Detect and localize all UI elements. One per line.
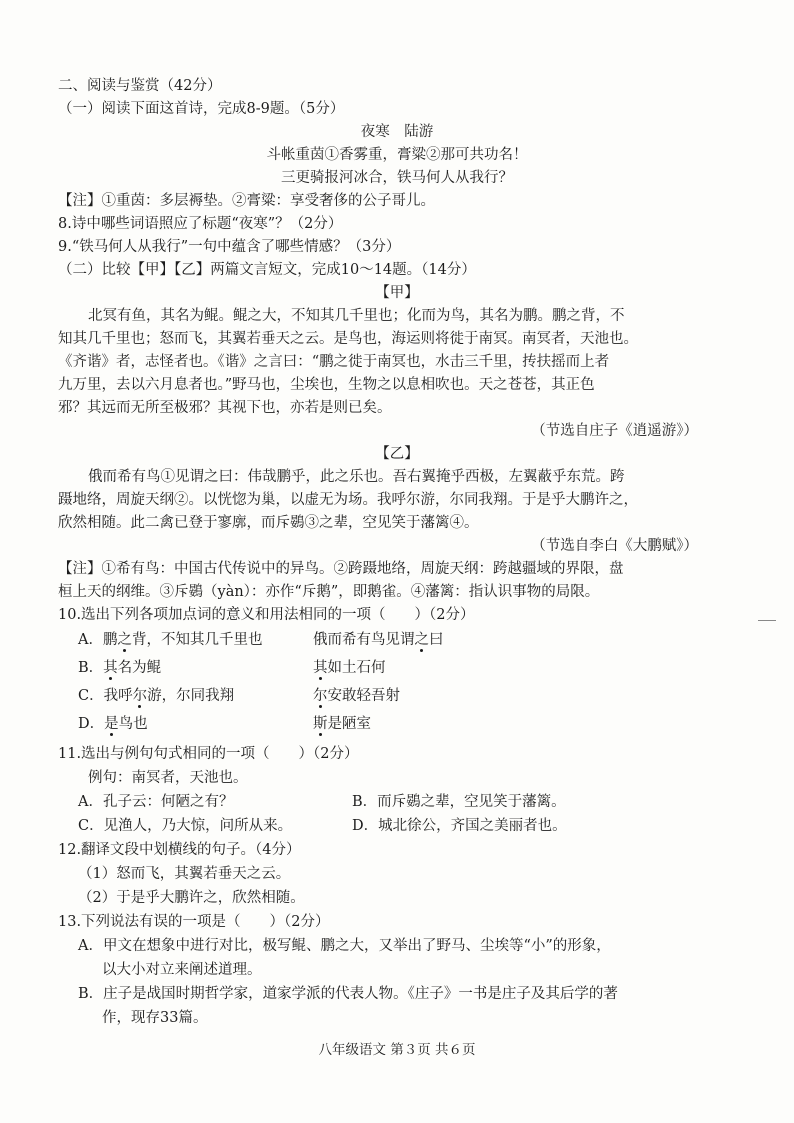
dotted-word: 尔 xyxy=(132,688,148,704)
q12-sentence-2: （2）于是乎大鹏许之，欣然相随。 xyxy=(78,890,305,906)
q10-option-a xyxy=(78,630,618,650)
poem-line-1: 斗帐重茵①香雾重，膏粱②那可共功名！ xyxy=(266,147,528,163)
yi-label: 【乙】 xyxy=(375,446,419,462)
q11-example: 例句：南冥者，天池也。 xyxy=(88,770,248,786)
q12-sentence-1: （1）怒而飞，其翼若垂天之云。 xyxy=(78,866,291,882)
option-label: D． xyxy=(78,716,105,732)
question-10-stem: 10.选出下列各项加点词的意义和用法相同的一项（ ）（2分） xyxy=(58,607,475,623)
option-text: 游，尔同我翔 xyxy=(147,688,235,704)
option-text: 名为鲲 xyxy=(117,660,162,676)
option-text: 曰 xyxy=(429,632,444,648)
question-12-stem: 12.翻译文段中划横线的句子。（4分） xyxy=(58,842,301,858)
q10-option-c xyxy=(78,686,618,706)
notes-line: 桓上天的纲维。③斥鷃（yàn）：亦作“斥鹅”，即鹅雀。④藩篱：指认识事物的局限。 xyxy=(58,584,600,600)
dotted-word: 之 xyxy=(117,632,132,648)
option-text: 背，不知其几千里也 xyxy=(131,632,263,648)
dotted-word: 其 xyxy=(313,660,328,676)
question-9: 9.“铁马何人从我行”一句中蕴含了哪些情感？（3分） xyxy=(58,239,401,255)
notes-line: 【注】①希有鸟：中国古代传说中的异鸟。②跨蹑地络，周旋天纲：跨越疆域的界限，盘 xyxy=(58,561,624,577)
part2-heading: （二）比较【甲】【乙】两篇文言短文，完成10～14题。（14分） xyxy=(58,262,476,278)
q13-option-b-cont: 作，现存33篇。 xyxy=(102,1010,208,1026)
option-text: 我呼 xyxy=(103,688,133,704)
q11-option-c: C．见渔人，乃大惊，问所从来。 xyxy=(78,818,293,834)
q13-option-a: A．甲文在想象中进行对比，极写鲲、鹏之大，又举出了野马、尘埃等“小”的形象， xyxy=(78,938,611,954)
dotted-word: 其 xyxy=(103,660,118,676)
option-label: C． xyxy=(78,688,104,704)
dotted-word: 之 xyxy=(414,632,429,648)
yi-line: 蹑地络，周旋天纲②。以恍惚为巢，以虚无为场。我呼尔游，尔同我翔。于是乎大鹏许之， xyxy=(58,492,638,508)
q13-option-b: B．庄子是战国时期哲学家，道家学派的代表人物。《庄子》一书是庄子及其后学的著 xyxy=(78,986,618,1002)
q10-option-b xyxy=(78,658,618,678)
option-right xyxy=(313,686,400,706)
q11-option-b: B．而斥鷃之辈，空见笑于藩篱。 xyxy=(352,794,566,810)
margin-mark xyxy=(758,620,776,621)
poem-line-2: 三更骑报河冰合，铁马何人从我行？ xyxy=(281,170,513,186)
option-text: 鸟也 xyxy=(118,716,148,732)
question-11-stem: 11.选出与例句句式相同的一项（ ）（2分） xyxy=(58,746,359,762)
dotted-word: 尔 xyxy=(313,688,328,704)
option-label: B． xyxy=(78,660,104,676)
option-right xyxy=(313,714,371,734)
option-text: 俄而希有鸟见谓 xyxy=(313,632,415,648)
page-footer: 八年级语文 第３页 共６页 xyxy=(318,1042,476,1058)
dotted-word: 斯 xyxy=(313,716,328,732)
q13-option-a-cont: 以大小对立来阐述道理。 xyxy=(102,962,262,978)
jia-line: 《齐谐》者，志怪者也。《谐》之言曰：“鹏之徙于南冥也，水击三千里，抟扶摇而上者 xyxy=(58,354,610,370)
question-8: 8.诗中哪些词语照应了标题“夜寒”？（2分） xyxy=(58,216,343,232)
yi-line: 欣然相随。此二禽已登于寥廓，而斥鷃③之辈，空见笑于藩篱④。 xyxy=(58,515,479,531)
option-label: A． xyxy=(78,632,103,648)
yi-source: （节选自李白《大鹏赋》） xyxy=(531,538,698,554)
option-right xyxy=(313,658,386,678)
question-13-stem: 13.下列说法有误的一项是（ ）（2分） xyxy=(58,914,330,930)
dotted-word: 是 xyxy=(104,716,119,732)
q11-option-d: D．城北徐公，齐国之美丽者也。 xyxy=(352,818,567,834)
jia-line: 九万里，去以六月息者也。”野马也，尘埃也，生物之以息相吹也。天之苍苍，其正色 xyxy=(58,377,595,393)
poem-note: 【注】①重茵：多层褥垫。②膏粱：享受奢侈的公子哥儿。 xyxy=(58,193,435,209)
part1-heading: （一）阅读下面这首诗，完成8-9题。（5分） xyxy=(58,101,345,117)
jia-line: 北冥有鱼，其名为鲲。鲲之大，不知其几千里也；化而为鸟，其名为鹏。鹏之背，不 xyxy=(88,308,625,324)
section-title: 二、阅读与鉴赏（42分） xyxy=(58,78,222,94)
option-right xyxy=(313,630,444,650)
poem-title: 夜寒 陆游 xyxy=(360,124,434,140)
option-text: 鹏 xyxy=(102,632,118,648)
yi-line: 俄而希有鸟①见谓之曰：伟哉鹏乎，此之乐也。吾右翼掩乎西极，左翼蔽乎东荒。跨 xyxy=(88,469,625,485)
q11-option-a: A．孔子云：何陋之有？ xyxy=(78,794,234,810)
jia-label: 【甲】 xyxy=(375,285,419,301)
jia-line: 邪？其远而无所至极邪？其视下也，亦若是则已矣。 xyxy=(58,400,392,416)
jia-line: 知其几千里也；怒而飞，其翼若垂天之云。是鸟也，海运则将徙于南冥。南冥者，天池也。 xyxy=(58,331,638,347)
jia-source: （节选自庄子《逍遥游》） xyxy=(531,423,698,439)
option-text: 是陋室 xyxy=(327,716,371,732)
q10-option-d xyxy=(78,714,618,734)
option-text: 如土石何 xyxy=(327,660,386,676)
option-text: 安敢轻吾射 xyxy=(327,688,400,704)
